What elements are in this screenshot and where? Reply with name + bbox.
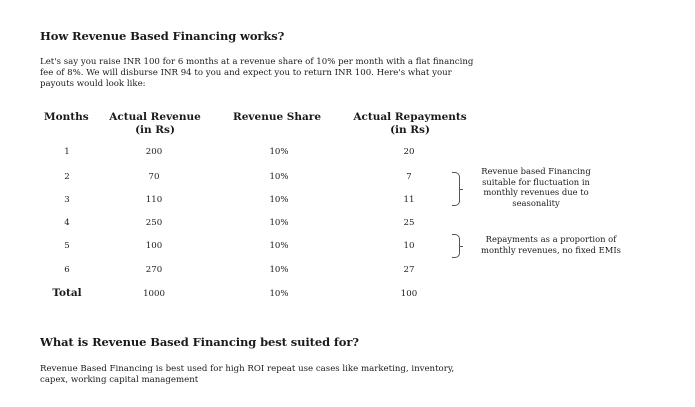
note-fluctuation — [466, 166, 606, 208]
note-line: monthly revenues, no fixed EMIs — [481, 244, 621, 255]
cell-month: 5 — [64, 241, 70, 251]
cell-share: 10% — [269, 147, 289, 157]
note-line: Revenue based Financing — [481, 166, 591, 176]
section-heading: What is Revenue Based Financing best suited for? — [40, 335, 359, 349]
cell-share: 10% — [269, 172, 289, 182]
page-title: How Revenue Based Financing works? — [40, 29, 285, 43]
header-actual-revenue-line1: Actual Revenue — [109, 111, 201, 123]
cell-repayment: 20 — [403, 147, 415, 157]
cell-revenue: 270 — [145, 265, 163, 275]
cell-month: 4 — [64, 218, 70, 228]
cell-revenue: 250 — [145, 218, 163, 228]
cell-repayment: 7 — [406, 172, 412, 182]
note-line: Repayments as a proportion of — [485, 234, 617, 244]
cell-month: 1 — [64, 147, 70, 157]
header-revenue-share: Revenue Share — [233, 111, 322, 123]
header-actual-revenue-line2: (in Rs) — [135, 123, 175, 136]
cell-repayment: 10 — [403, 241, 415, 251]
suited-line: Revenue Based Financing is best used for high ROI repeat use cases like marketing, inventory, — [40, 364, 455, 374]
header-actual-revenue — [106, 111, 204, 136]
total-revenue: 1000 — [143, 289, 165, 299]
total-share: 10% — [269, 289, 289, 299]
cell-repayment: 25 — [403, 218, 415, 228]
cell-share: 10% — [269, 195, 289, 205]
header-actual-repayments — [350, 111, 470, 136]
cell-repayment: 11 — [403, 195, 415, 205]
brace-bracket — [452, 234, 460, 258]
intro-line: Let's say you raise INR 100 for 6 months at a revenue share of 10% per month with a flat financing — [40, 57, 474, 67]
suited-paragraph — [40, 364, 454, 386]
cell-month: 6 — [64, 265, 70, 275]
cell-share: 10% — [269, 241, 289, 251]
cell-revenue: 200 — [145, 147, 163, 157]
header-actual-repayments-line2: (in Rs) — [390, 123, 430, 136]
cell-repayment: 27 — [403, 265, 415, 275]
intro-line: fee of 8%. We will disburse INR 94 to you and expect you to return INR 100. Here's what your — [40, 68, 452, 78]
cell-share: 10% — [269, 265, 289, 275]
header-months: Months — [44, 111, 89, 123]
note-repayments — [466, 234, 636, 255]
intro-line: payouts would look like: — [40, 79, 146, 89]
total-repayment: 100 — [400, 289, 418, 299]
cell-month: 2 — [64, 172, 70, 182]
cell-revenue: 100 — [145, 241, 163, 251]
cell-revenue: 70 — [148, 172, 160, 182]
note-line: monthly revenues due to — [483, 187, 589, 198]
brace-bracket — [452, 172, 460, 206]
total-label: Total — [52, 287, 82, 299]
note-line: seasonality — [512, 197, 560, 208]
cell-month: 3 — [64, 195, 70, 205]
note-line: suitable for fluctuation in — [482, 176, 590, 187]
cell-revenue: 110 — [145, 195, 163, 205]
intro-paragraph — [40, 57, 473, 90]
cell-share: 10% — [269, 218, 289, 228]
header-actual-repayments-line1: Actual Repayments — [353, 111, 467, 123]
suited-line: capex, working capital management — [40, 375, 199, 385]
